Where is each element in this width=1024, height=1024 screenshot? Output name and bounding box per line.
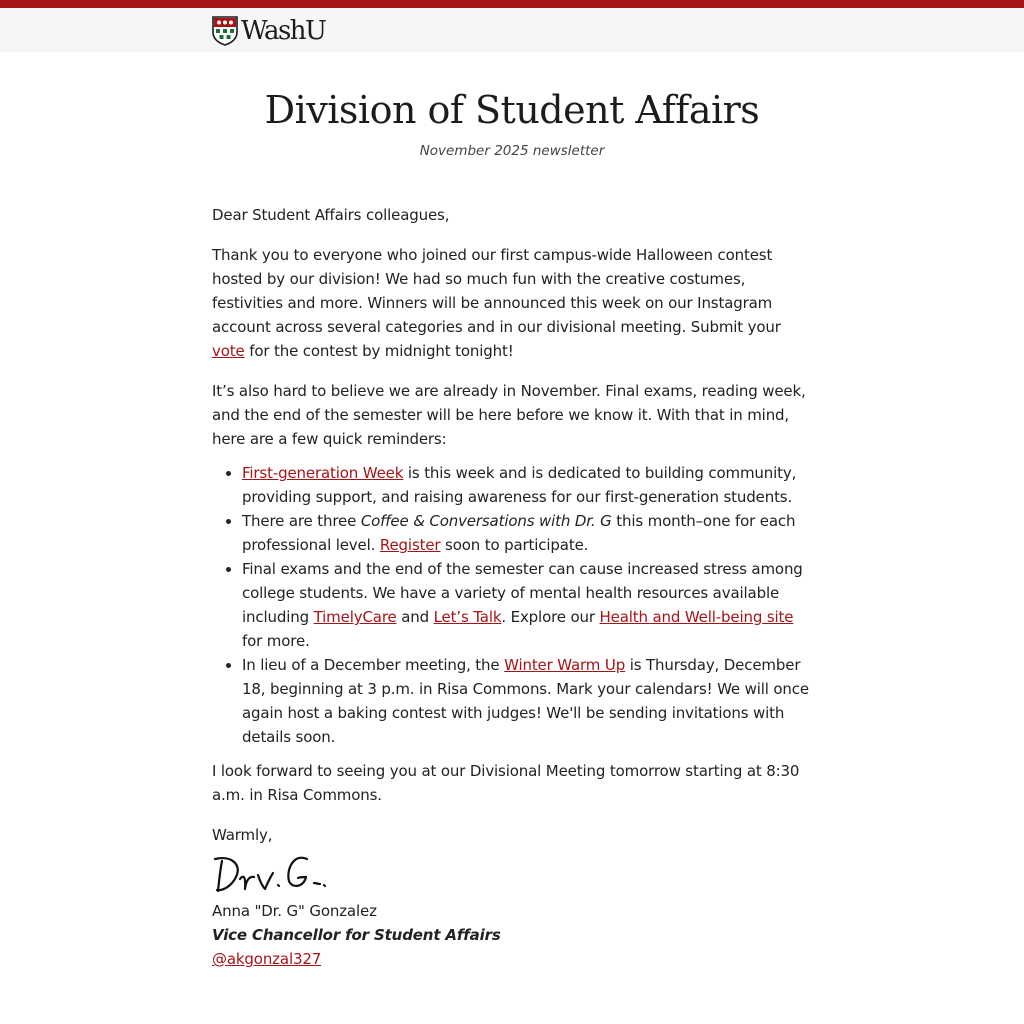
paragraph-november: It’s also hard to believe we are already in November. Final exams, reading week, and the end of the semester will be here before we know it. With that in mind, here are a few quick reminders: (212, 382, 806, 448)
list-item-text: soon to participate. (440, 536, 589, 554)
winter-warm-up-link[interactable]: Winter Warm Up (504, 656, 626, 674)
list-item (242, 509, 812, 557)
author-title: Vice Chancellor for Student Affairs (212, 926, 501, 944)
list-item (242, 557, 812, 653)
list-item-text: There are three (242, 512, 361, 530)
reminders-list (212, 461, 812, 749)
list-item-text: this month–one for each professional level. (242, 512, 796, 554)
washu-logo[interactable] (212, 16, 325, 46)
list-item-text: is Thursday, December 18, beginning at 3 p.m. in Risa Commons. Mark your calendars! We will once again host a baking contest with judges! We'll be sending invitations with details soon. (242, 656, 809, 746)
signature-image (212, 849, 812, 899)
header-bar (0, 8, 1024, 52)
greeting: Dear Student Affairs colleagues, (212, 206, 450, 224)
first-generation-week-link[interactable]: First-generation Week (242, 464, 404, 482)
social-handle-link[interactable]: @akgonzal327 (212, 950, 322, 968)
list-item (242, 653, 812, 749)
vote-link[interactable]: vote (212, 342, 245, 360)
list-item-text: Final exams and the end of the semester can cause increased stress among college students. We have a variety of mental health resources available including (242, 560, 803, 626)
paragraph-text: for the contest by midnight tonight! (244, 342, 514, 360)
health-wellbeing-link[interactable]: Health and Well-being site (599, 608, 794, 626)
newsletter-subtitle: November 2025 newsletter (419, 143, 605, 159)
list-item-text: for more. (242, 632, 310, 650)
list-item (242, 461, 812, 509)
logo-text: WashU (241, 16, 326, 46)
list-item-text: and (396, 608, 434, 626)
author-name: Anna "Dr. G" Gonzalez (212, 902, 377, 920)
paragraph-text: Thank you to everyone who joined our first campus-wide Halloween contest hosted by our division! We had so much fun with the creative costumes, festivities and more. Winners will be announced this week on our Instagram account across several categories and in our divisional meeting. Submit your (212, 246, 781, 336)
newsletter-body (212, 52, 812, 971)
paragraph-meeting: I look forward to seeing you at our Divisional Meeting tomorrow starting at 8:30 a.m. in Risa Commons. (212, 762, 800, 804)
list-item-text: . Explore our (501, 608, 600, 626)
list-item-text: is this week and is dedicated to building community, providing support, and raising awareness for our first-generation students. (242, 464, 797, 506)
washu-shield-icon (212, 16, 238, 46)
timelycare-link[interactable]: TimelyCare (313, 608, 397, 626)
register-link[interactable]: Register (379, 536, 441, 554)
signoff: Warmly, (212, 826, 273, 844)
brand-stripe (0, 0, 1024, 8)
list-item-text: In lieu of a December meeting, the (242, 656, 505, 674)
paragraph-halloween (212, 243, 812, 363)
lets-talk-link[interactable]: Let’s Talk (433, 608, 502, 626)
event-name: Coffee & Conversations with Dr. G (360, 512, 612, 530)
page-title: Division of Student Affairs (264, 88, 760, 132)
author-handle-line (212, 947, 812, 971)
